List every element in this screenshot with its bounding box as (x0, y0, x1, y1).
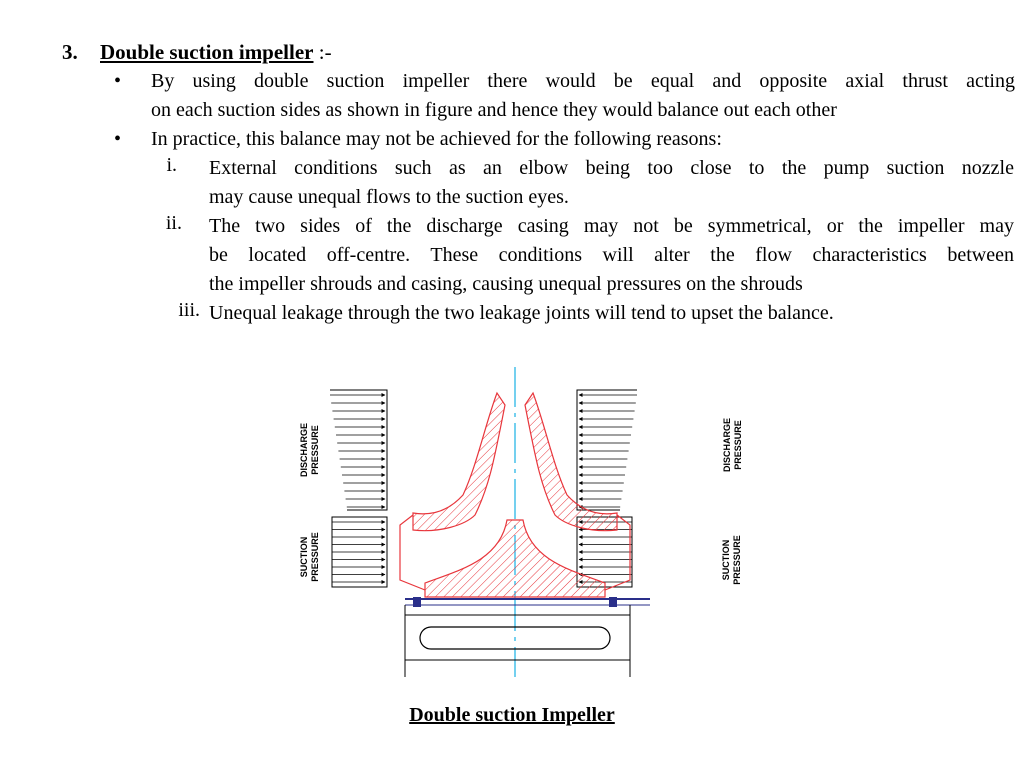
shaft (405, 597, 650, 677)
reason-text-asymmetric-casing (209, 212, 1014, 299)
reason-line: the impeller shrouds and casing, causing unequal pressures on the shrouds (209, 273, 803, 295)
reason-line: may cause unequal flows to the suction eyes. (209, 186, 569, 208)
reason-numeral: iii. (178, 299, 200, 321)
right-discharge-label: DISCHARGE (722, 417, 732, 473)
section-title: Double suction impeller (100, 40, 314, 64)
right-suction-label-group (715, 520, 755, 600)
right-discharge-label: PRESSURE (733, 420, 743, 470)
reason-text-external-conditions (209, 154, 1014, 212)
reason-line: Unequal leakage through the two leakage joints will tend to upset the balance. (209, 302, 834, 324)
reason-line: be located off-centre. These conditions will alter the flow characteristics between (209, 244, 1014, 266)
reason-numeral: i. (166, 154, 177, 176)
reason-line: External conditions such as an elbow being too close to the pump suction nozzle (209, 157, 1014, 179)
bullet-text-equal-thrust (151, 67, 1015, 125)
left-suction-label: PRESSURE (310, 532, 320, 582)
bullet-line: In practice, this balance may not be achieved for the following reasons: (151, 128, 722, 150)
left-discharge-pressure-arrows (330, 390, 387, 510)
left-suction-label: SUCTION (299, 536, 309, 578)
section-number: 3. (62, 40, 78, 64)
left-discharge-label: PRESSURE (310, 425, 320, 475)
right-suction-label: SUCTION (721, 539, 731, 581)
left-suction-pressure-arrows (332, 517, 387, 587)
bullet-text-in-practice (151, 125, 1015, 154)
right-suction-label: PRESSURE (732, 535, 742, 585)
bullet-line: on each suction sides as shown in figure and hence they would balance out each other (151, 99, 837, 121)
bullet-line: By using double suction impeller there would be equal and opposite axial thrust acting (151, 70, 1015, 92)
figure-caption: Double suction Impeller (409, 704, 615, 726)
section-heading (62, 40, 332, 65)
bullet-marker: • (114, 70, 122, 92)
left-discharge-label: DISCHARGE (299, 422, 309, 478)
right-discharge-pressure-arrows (577, 390, 637, 510)
reason-line: The two sides of the discharge casing may not be symmetrical, or the impeller may (209, 215, 1014, 237)
impeller-diagram (285, 365, 743, 685)
reason-numeral: ii. (165, 212, 182, 234)
section-title-suffix: :- (313, 40, 332, 64)
bullet-marker: • (114, 128, 122, 150)
reason-text-unequal-leakage (209, 299, 1014, 328)
